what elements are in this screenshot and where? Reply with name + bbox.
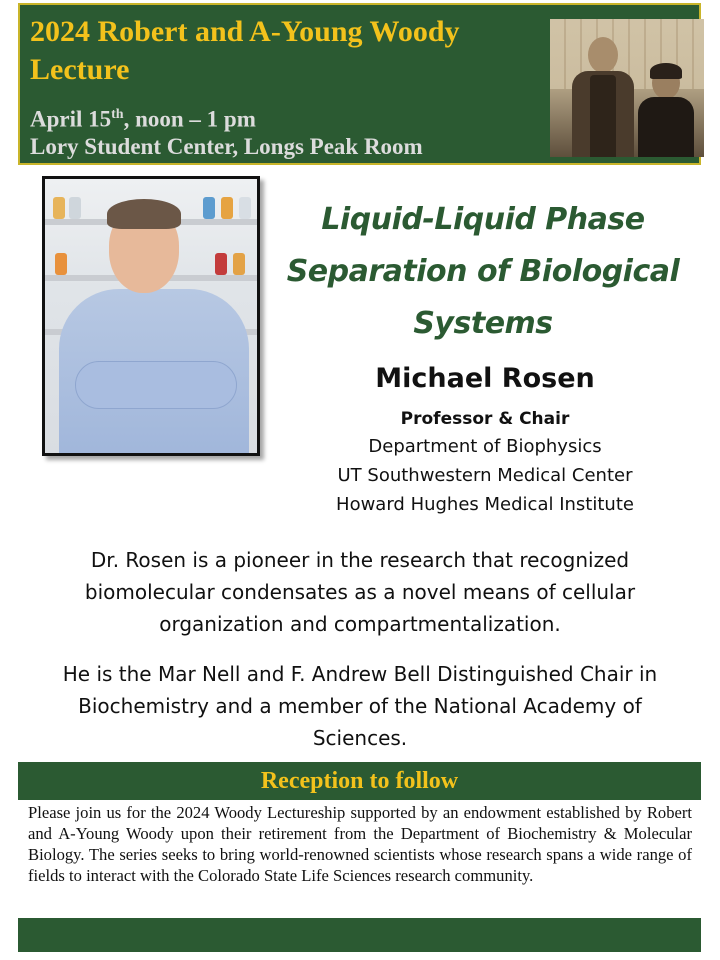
bio-paragraph-2: He is the Mar Nell and F. Andrew Bell Distinguished Chair in Biochemistry and a member of the National Academy of Sciences.: [62, 662, 658, 750]
reception-banner: [18, 762, 701, 800]
lecture-date: April 15: [30, 106, 112, 132]
talk-title: Liquid-Liquid Phase Separation of Biological Systems: [286, 202, 680, 341]
header-banner: [18, 3, 701, 165]
lectureship-description: Please join us for the 2024 Woody Lectureship supported by an endowment established by Robert and A-Young Woody upon their retirement from the Department of Biochemistry & Molecular Biology. The series seeks to bring world-renowned scientists whose research spans a wide range of fields to interact with the Colorado State Life Sciences research community.: [28, 803, 692, 885]
lecture-date-time: [30, 101, 256, 134]
speaker-name: Michael Rosen: [375, 363, 595, 394]
photo-person-robert: [572, 37, 634, 157]
speaker-role: Professor & Chair: [400, 409, 570, 429]
lecture-time: , noon – 1 pm: [123, 106, 256, 132]
speaker-photo: [42, 176, 260, 456]
date-ordinal: th: [111, 107, 124, 122]
speaker-crossed-arms: [75, 361, 237, 409]
woody-couple-photo: [550, 19, 704, 157]
bio-paragraph-1: Dr. Rosen is a pioneer in the research that recognized biomolecular condensates as a novel means of cellular organization and compartmentalization.: [84, 548, 636, 636]
photo-person-a-young: [638, 67, 694, 157]
speaker-hair: [107, 199, 181, 229]
lecture-title: 2024 Robert and A-Young Woody Lecture: [30, 15, 460, 86]
footer-bar: [18, 918, 701, 952]
speaker-institution: UT Southwestern Medical Center: [337, 465, 633, 486]
lecture-location: Lory Student Center, Longs Peak Room: [30, 134, 423, 159]
speaker-department: Department of Biophysics: [368, 436, 602, 457]
reception-label: Reception to follow: [260, 768, 459, 794]
speaker-hhmi: Howard Hughes Medical Institute: [336, 494, 634, 515]
